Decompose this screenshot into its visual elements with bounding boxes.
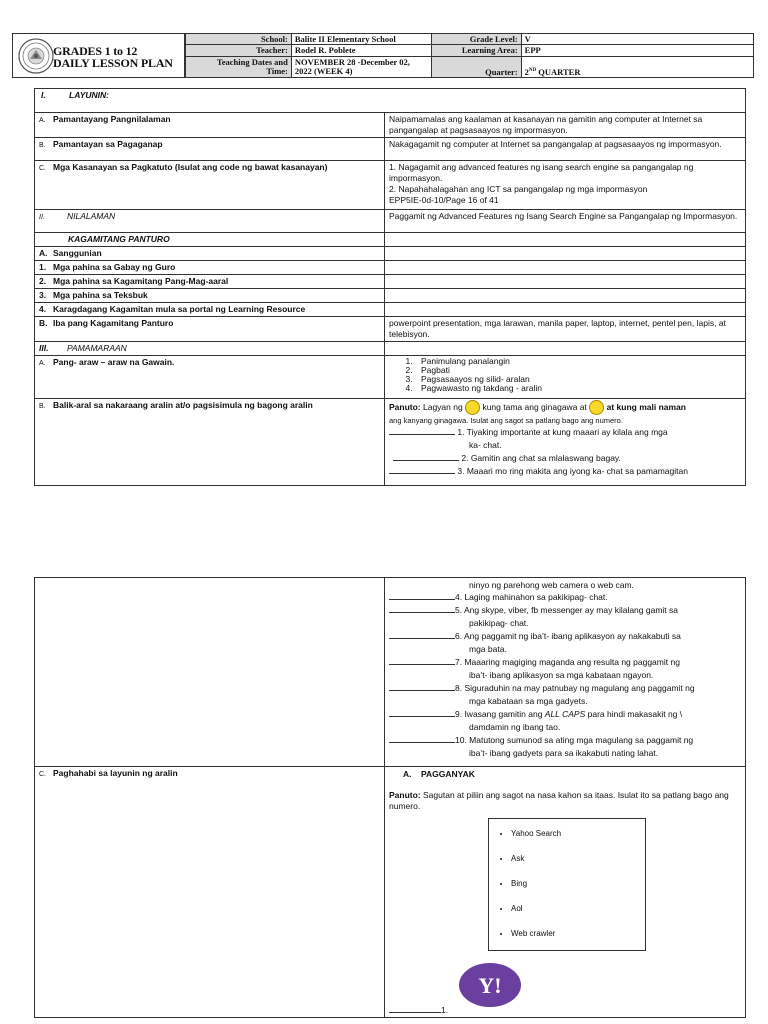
q9b: damdamin ng ibang tao. [469,722,561,732]
choice-item: • Web crawler [511,921,645,946]
answer-blank-4[interactable] [389,599,455,600]
pa-item-1: 1. Panimulang panalangin [415,357,741,366]
pa-item-4: 4. Pagwawasto ng takdang - aralin [415,384,741,393]
a-text: Naipamamalas ang kaalaman at kasanayan na gamitin ang computer at Internet sa pangangalap at pagsasaayos ng impormasyon. [385,113,746,138]
r1-num: 1. [39,262,47,272]
answer-blank-8[interactable] [389,690,455,691]
r3-num: 3. [39,290,47,300]
question-5 [389,604,741,617]
iii-num: III. [39,343,49,353]
pagganyak-panuto [389,790,741,812]
row-a-label [35,113,385,138]
question-4 [389,591,741,604]
c-text [385,161,746,210]
dates-line1: NOVEMBER 28 -December 02, [294,56,410,67]
choice-item: • Bing [511,871,645,896]
panuto-c: at kung mali naman [604,401,686,412]
iba-label: Iba pang Kagamitang Panturo [53,318,174,328]
logo-box [12,33,185,78]
choices-list [489,821,645,946]
r1-label: Mga pahina sa Gabay ng Guro [53,262,176,272]
q10b: iba’t- ibang gadyets para sa ikakabuti nating lahat. [469,748,659,758]
paghahabi-num: C. [39,771,46,778]
q6a: 6. Ang paggamit ng iba’t- ibang aplikasyon ay nakakabuti sa [455,631,681,641]
quarter-sup: ND [528,68,537,74]
row-pamamaraan [35,342,385,356]
sang-num: A. [39,248,48,258]
question-6 [389,630,741,643]
q2: 2. Gamitin ang chat sa mlalaswang bagay. [461,453,621,463]
r4-label: Karagdagang Kagamitan mula sa portal ng Learning Resource [53,304,306,314]
answer-blank-10[interactable] [389,742,455,743]
layunin-heading: LAYUNIN: [69,90,109,100]
area-value: EPP [521,45,753,56]
question-8 [389,682,741,695]
pagganyak-panuto-text: Sagutan at piliin ang sagot na nasa kahon sa itaas. Isulat ito sa patlang bago ang numero. [389,790,729,811]
b-label: Pamantayan sa Pagaganap [53,139,163,149]
teacher-label: Teacher: [186,45,292,56]
teacher-value: Rodel R. Poblete [291,45,431,56]
info-table [185,33,754,78]
balik-aral-content [385,399,746,486]
kagamitan-heading: KAGAMITANG PANTURO [35,233,385,247]
ba-label: Balik-aral sa nakaraang aralin at/o pagsisimula ng bagong aralin [53,400,313,410]
dates-value [291,56,431,78]
dates-label-line1: Teaching Dates and [216,56,288,67]
paghahabi-label: Paghahabi sa layunin ng aralin [53,768,178,778]
dates-label [186,56,292,78]
answer-blank-2[interactable] [393,460,459,461]
pa-list-cell [385,356,746,399]
lesson-plan-header [12,33,754,78]
frowny-icon [589,400,604,415]
pagganyak-heading [389,769,741,780]
row-paghahabi [35,767,385,1018]
answer-blank-6[interactable] [389,638,455,639]
title-grades: GRADES 1 to 12 [53,44,138,58]
school-value: Balite II Elementary School [291,34,431,45]
pag-num: A. [403,769,412,779]
title-daily-lesson-plan: DAILY LESSON PLAN [53,56,173,70]
q9a-pre: 9. Iwasang gamitin ang [455,709,545,719]
question-7 [389,656,741,669]
sang-label: Sanggunian [53,248,102,258]
ii-num: II. [39,214,45,221]
c-num: C. [39,165,46,172]
ii-label: NILALAMAN [67,211,116,221]
deped-seal-icon [18,38,54,74]
ba-num: B. [39,403,46,410]
c-label: Mga Kasanayan sa Pagkatuto (Isulat ang code ng bawat kasanayan) [53,162,328,172]
pag-label: PAGGANYAK [421,769,475,779]
row-nilalaman [35,210,385,233]
c-text-2: 2. Napahahalagahan ang ICT sa pangangalap ng mga impormasyon [389,184,648,194]
layunin-num: I. [41,90,46,100]
q3: 3. Maaari mo ring makita ang iyong ka- chat sa pamamagitan [457,466,688,476]
a-num: A. [39,117,46,124]
quarter-num: 2 [524,67,529,77]
a-label: Pamantayang Pangnilalaman [53,114,171,124]
answer-blank-5[interactable] [389,612,455,613]
r4-num: 4. [39,304,47,314]
q9a-em: ALL CAPS [544,709,586,719]
iii-label: PAMAMARAAN [67,343,127,353]
item-1-line [389,1005,741,1016]
pa-label: Pang- araw – araw na Gawain. [53,357,175,367]
answer-blank-9[interactable] [389,716,455,717]
r2-label: Mga pahina sa Kagamitang Pang-Mag-aaral [53,276,229,286]
q7a: 7. Maaaring magiging maganda ang resulta ng paggamit ng [455,657,680,667]
row-ref-4 [35,303,385,317]
question-10 [389,734,741,747]
row-ref-1 [35,261,385,275]
panuto-a: Lagyan ng [420,401,466,412]
balik-aral-continued [385,578,746,767]
answer-blank-item-1[interactable] [389,1012,441,1013]
quarter-value [521,56,753,78]
panuto-label: Panuto: [389,401,421,412]
row-ref-3 [35,289,385,303]
b-num: B. [39,142,46,149]
choices-box [488,818,646,951]
dates-line2: 2022 (WEEK 4) [294,65,353,76]
q3b: ninyo ng parehong web camera o web cam. [469,580,634,590]
q6b: mga bata. [469,644,507,654]
school-label: School: [186,34,292,45]
c-text-1: 1. Nagagamit ang advanced features ng isang search engine sa pangangalap ng impormasyon. [389,162,694,183]
dates-label-line2: Time: [266,65,288,76]
lesson-plan-table-1 [34,88,746,486]
question-3 [389,465,741,478]
q5b: pakikipag- chat. [469,618,529,628]
iba-num: B. [39,318,48,328]
q5a: 5. Ang skype, viber, fb messenger ay may kilalang gamit sa [455,605,679,615]
grade-value: V [521,34,753,45]
row-layunin [35,89,746,113]
lesson-plan-table-2 [34,577,746,1018]
answer-blank-1[interactable] [389,434,455,435]
question-1 [389,426,741,439]
c-code: EPP5IE-0d-10/Page 16 of 41 [389,195,499,205]
pa-list [399,357,741,393]
r3-label: Mga pahina sa Teksbuk [53,290,148,300]
answer-blank-3[interactable] [389,473,455,474]
question-9 [389,708,741,721]
quarter-label: Quarter: [431,56,521,78]
pagganyak-content [385,767,746,1018]
q8b: mga kabataan sa mga gadyets. [469,696,588,706]
row-balik-aral [35,399,385,486]
question-2 [389,452,741,465]
pa-item-2: 2. Pagbati [415,366,741,375]
panuto-b: kung tama ang ginagawa at [480,401,590,412]
panuto-line [389,400,741,415]
answer-blank-7[interactable] [389,664,455,665]
q1b: ka- chat. [469,440,502,450]
yahoo-logo-text: Y! [478,972,502,998]
yahoo-logo-icon [459,963,521,1007]
pa-num: A. [39,360,46,367]
choice-item: • Yahoo Search [511,821,645,846]
q7b: iba’t- ibang aplikasyon sa mga kabataan ngayon. [469,670,654,680]
item-1-num: 1. [441,1005,449,1015]
smiley-icon [465,400,480,415]
row-ref-2 [35,275,385,289]
grade-label: Grade Level: [431,34,521,45]
panuto-d: ang kanyang ginagawa. Isulat ang sagot sa patlang bago ang numero. [389,416,623,425]
q1a: 1. Tiyaking importante at kung maaari ay kilala ang mga [457,427,668,437]
r2-num: 2. [39,276,47,286]
ii-text: Paggamit ng Advanced Features ng Isang Search Engine sa Pangangalap ng Impormasyon. [385,210,746,233]
q4: 4. Laging mahinahon sa pakikipag- chat. [455,592,608,602]
q10a: 10. Matutong sumunod sa ating mga magulang sa paggamit ng [455,735,694,745]
row-iba [35,317,385,342]
choice-item: • Ask [511,846,645,871]
row-sanggunian [35,247,385,261]
choice-item: • Aol [511,896,645,921]
row-b-label [35,138,385,161]
row-c-label [35,161,385,210]
area-label: Learning Area: [431,45,521,56]
pa-item-3: 3. Pagsasaayos ng silid- aralan [415,375,741,384]
q8a: 8. Siguraduhin na may patnubay ng magulang ang paggamit ng [455,683,695,693]
quarter-word: QUARTER [536,67,581,77]
q9a-post: para hindi makasakit ng \ [585,709,683,719]
b-text: Nakagagamit ng computer at Internet sa pangangalap at pagsasaayos ng impormasyon. [385,138,746,161]
iba-text: powerpoint presentation, mga larawan, manila paper, laptop, internet, pentel pen, lapis, at telebisyon. [385,317,746,342]
pagganyak-panuto-label: Panuto: [389,790,421,800]
row-pang-araw [35,356,385,399]
